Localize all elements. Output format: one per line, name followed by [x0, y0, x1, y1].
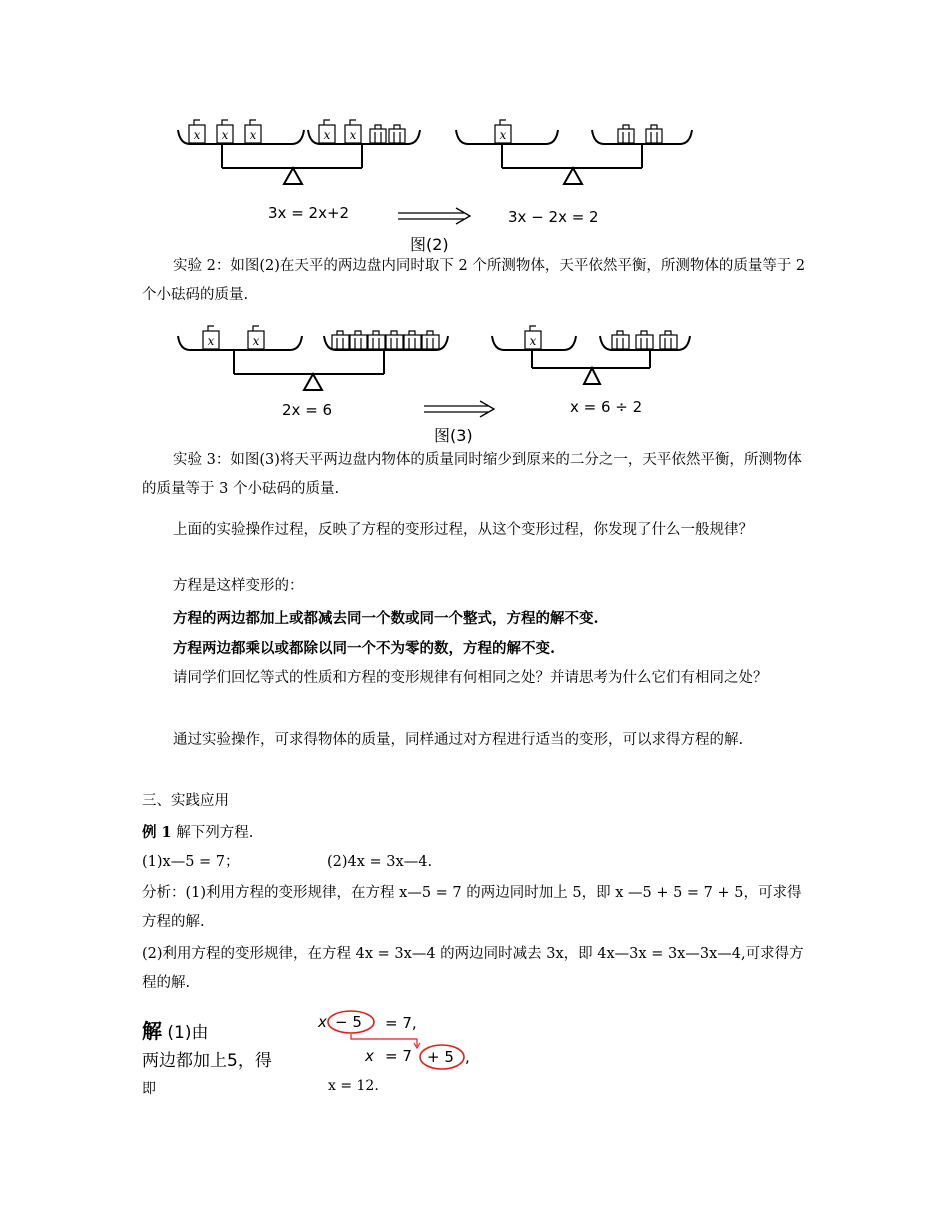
eq2-variable: x [365, 1047, 374, 1065]
eq1-circled-term: − 5 [335, 1013, 362, 1031]
paragraph-recall: 请同学们回忆等式的性质和方程的变形规律有何相同之处？并请思考为什么它们有相同之处？ [173, 670, 768, 686]
section-heading: 三、实践应用 [142, 793, 229, 809]
problem-2: (2)4x = 3x—4. [327, 854, 433, 870]
solution-step-1-text: (1)由 [167, 1023, 209, 1043]
analysis-2: (2)利用方程的变形规律，在方程 4x = 3x—4 的两边同时减去 3x，即 4x—3x = 3x—3x—4,可求得方程的解. [142, 946, 804, 991]
rule-addition: 方程的两边都加上或都减去同一个数或同一个整式，方程的解不变. [173, 610, 599, 627]
example-text: 解下列方程. [176, 825, 254, 841]
paragraph-experiment-2: 实验 2：如图(2)在天平的两边盘内同时取下 2 个所测物体，天平依然平衡，所测物体的质量等于 2 个小砝码的质量. [142, 258, 806, 303]
solution-equations-diagram [315, 1008, 495, 1078]
problem-1: (1)x—5 = 7； [142, 854, 240, 870]
figure-2-equation-right: 3x − 2x = 2 [508, 208, 599, 226]
eq1-variable: x [318, 1013, 327, 1031]
example-label: 例 1 [142, 824, 172, 841]
solution-step-3: 即 [142, 1081, 156, 1097]
figure-3-balance-diagram [172, 318, 720, 446]
eq1-rest: = 7, [385, 1014, 417, 1032]
analysis-1: 分析：(1)利用方程的变形规律，在方程 x—5 = 7 的两边同时加上 5，即 x —5 + 5 = 7 + 5，可求得方程的解. [142, 885, 802, 930]
solution-svg [315, 1008, 495, 1078]
rule-multiplication: 方程两边都乘以或都除以同一个不为零的数，方程的解不变. [173, 640, 556, 657]
figure-2-caption: 图(2) [410, 235, 449, 254]
paragraph-experiment-3: 实验 3：如图(3)将天平两边盘内物体的质量同时缩少到原来的二分之一，天平依然平衡，所测物体的质量等于 3 个小砝码的质量. [142, 452, 802, 497]
object-x-label: x [221, 128, 229, 142]
object-x-label: x [193, 128, 201, 142]
eq2-circled-term: + 5 [427, 1048, 454, 1066]
eq2-end: , [465, 1048, 470, 1066]
paragraph-solve: 通过实验操作，可求得物体的质量，同样通过对方程进行适当的变形，可以求得方程的解. [173, 732, 744, 748]
paragraph-question: 上面的实验操作过程，反映了方程的变形过程，从这个变形过程，你发现了什么一般规律？ [173, 522, 753, 538]
figure-2-svg [172, 112, 702, 257]
figure-3-equation-right: x = 6 ÷ 2 [570, 398, 643, 416]
eq2-middle: = 7 [385, 1047, 412, 1065]
solution-step-1 [142, 1015, 209, 1044]
figure-3-equation-left: 2x = 6 [282, 401, 333, 419]
object-x-label: x [529, 334, 537, 348]
object-x-label: x [349, 128, 357, 142]
figure-2-equation-left: 3x = 2x+2 [268, 204, 350, 222]
object-x-label: x [323, 128, 331, 142]
figure-2-balance-diagram [172, 112, 702, 257]
paragraph-rule-intro: 方程是这样变形的： [173, 578, 304, 594]
object-x-label: x [499, 128, 507, 142]
object-x-label: x [207, 334, 215, 348]
object-x-label: x [252, 334, 260, 348]
figure-3-svg [172, 318, 720, 446]
solution-step-2: 两边都加上5，得 [142, 1051, 272, 1071]
figure-3-caption: 图(3) [434, 426, 473, 445]
solution-result: x = 12. [328, 1078, 379, 1094]
solution-label: 解 [142, 1019, 162, 1043]
example-heading [142, 818, 810, 848]
object-x-label: x [249, 128, 257, 142]
